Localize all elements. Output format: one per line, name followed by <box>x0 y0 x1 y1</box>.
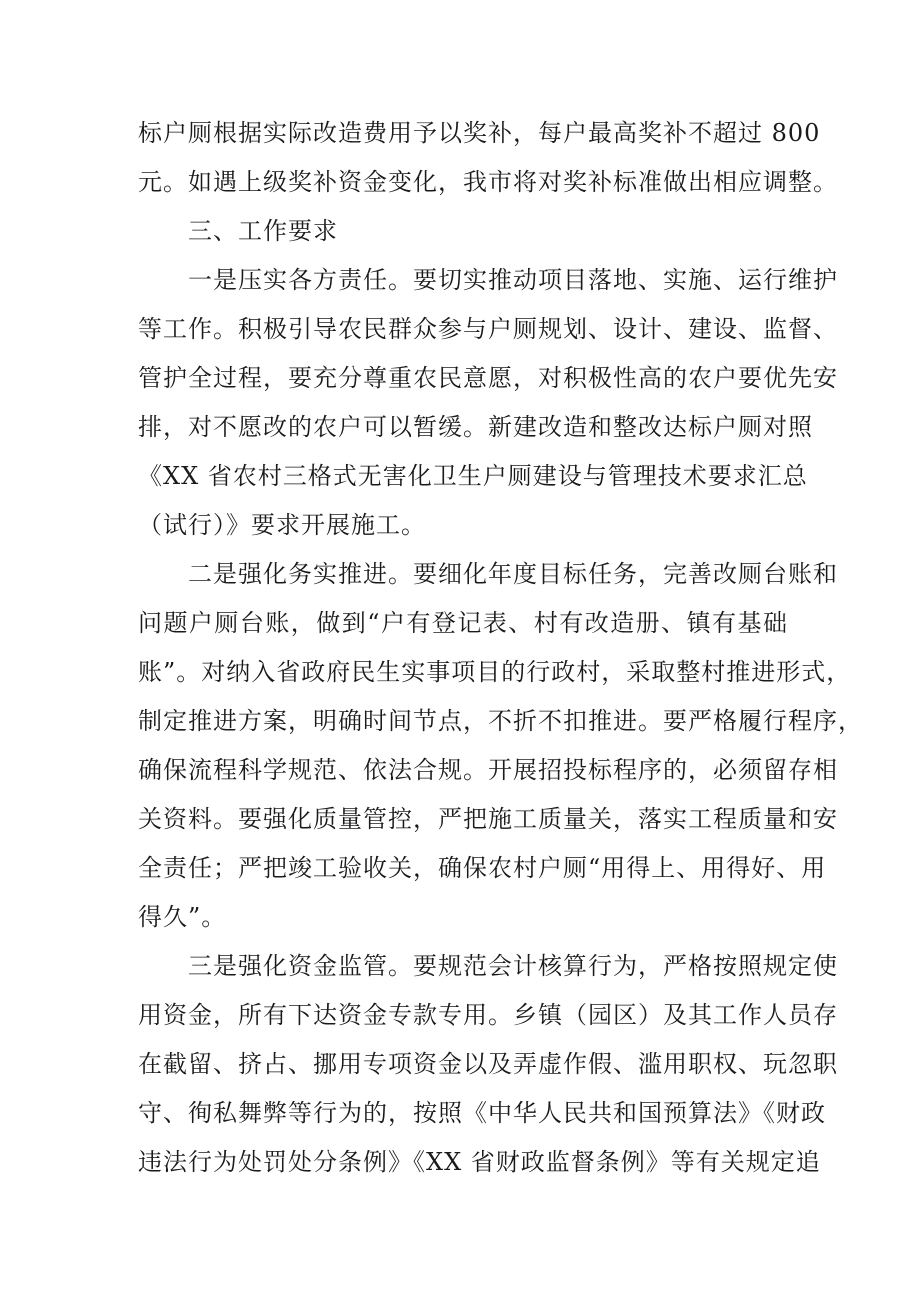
text-line: 制定推进方案，明确时间节点，不折不扣推进。要严格履行程序， <box>138 707 863 735</box>
text-line: 关资料。要强化质量管控，严把施工质量关，落实工程质量和安 <box>138 805 838 833</box>
text-line: （试行）》要求开展施工。 <box>138 511 426 539</box>
text-line: 全责任；严把竣工验收关，确保农村户厕“用得上、用得好、用 <box>138 854 827 882</box>
text-line: 在截留、挤占、挪用专项资金以及弄虚作假、滥用职权、玩忽职 <box>138 1050 838 1078</box>
section-heading: 三、工作要求 <box>188 217 338 245</box>
text-line: 得久”。 <box>138 903 227 931</box>
paragraph-start: 三是强化资金监管。要规范会计核算行为，严格按照规定使 <box>188 952 838 980</box>
text-line: 用资金，所有下达资金专款专用。乡镇（园区）及其工作人员存 <box>138 1001 838 1029</box>
text-line: 问题户厕台账，做到“户有登记表、村有改造册、镇有基础 <box>138 609 788 637</box>
paragraph-start: 一是压实各方责任。要切实推动项目落地、实施、运行维护 <box>188 266 838 294</box>
text-line: 等工作。积极引导农民群众参与户厕规划、设计、建设、监督、 <box>138 315 838 343</box>
text-line: 元。如遇上级奖补资金变化，我市将对奖补标准做出相应调整。 <box>138 168 838 196</box>
text-line: 账”。对纳入省政府民生实事项目的行政村，采取整村推进形式， <box>138 658 852 686</box>
text-line: 标户厕根据实际改造费用予以奖补，每户最高奖补不超过 800 <box>138 119 821 147</box>
paragraph-start: 二是强化务实推进。要细化年度目标任务，完善改厕台账和 <box>188 560 838 588</box>
text-line: 《XX 省农村三格式无害化卫生户厕建设与管理技术要求汇总 <box>138 462 808 490</box>
text-line: 确保流程科学规范、依法合规。开展招投标程序的，必须留存相 <box>138 756 838 784</box>
text-line: 守、徇私舞弊等行为的，按照《中华人民共和国预算法》《财政 <box>138 1099 826 1127</box>
text-line: 管护全过程，要充分尊重农民意愿，对积极性高的农户要优先安 <box>138 364 838 392</box>
text-line: 违法行为处罚处分条例》《XX 省财政监督条例》等有关规定追 <box>138 1148 821 1176</box>
text-line: 排，对不愿改的农户可以暂缓。新建改造和整改达标户厕对照 <box>138 413 813 441</box>
